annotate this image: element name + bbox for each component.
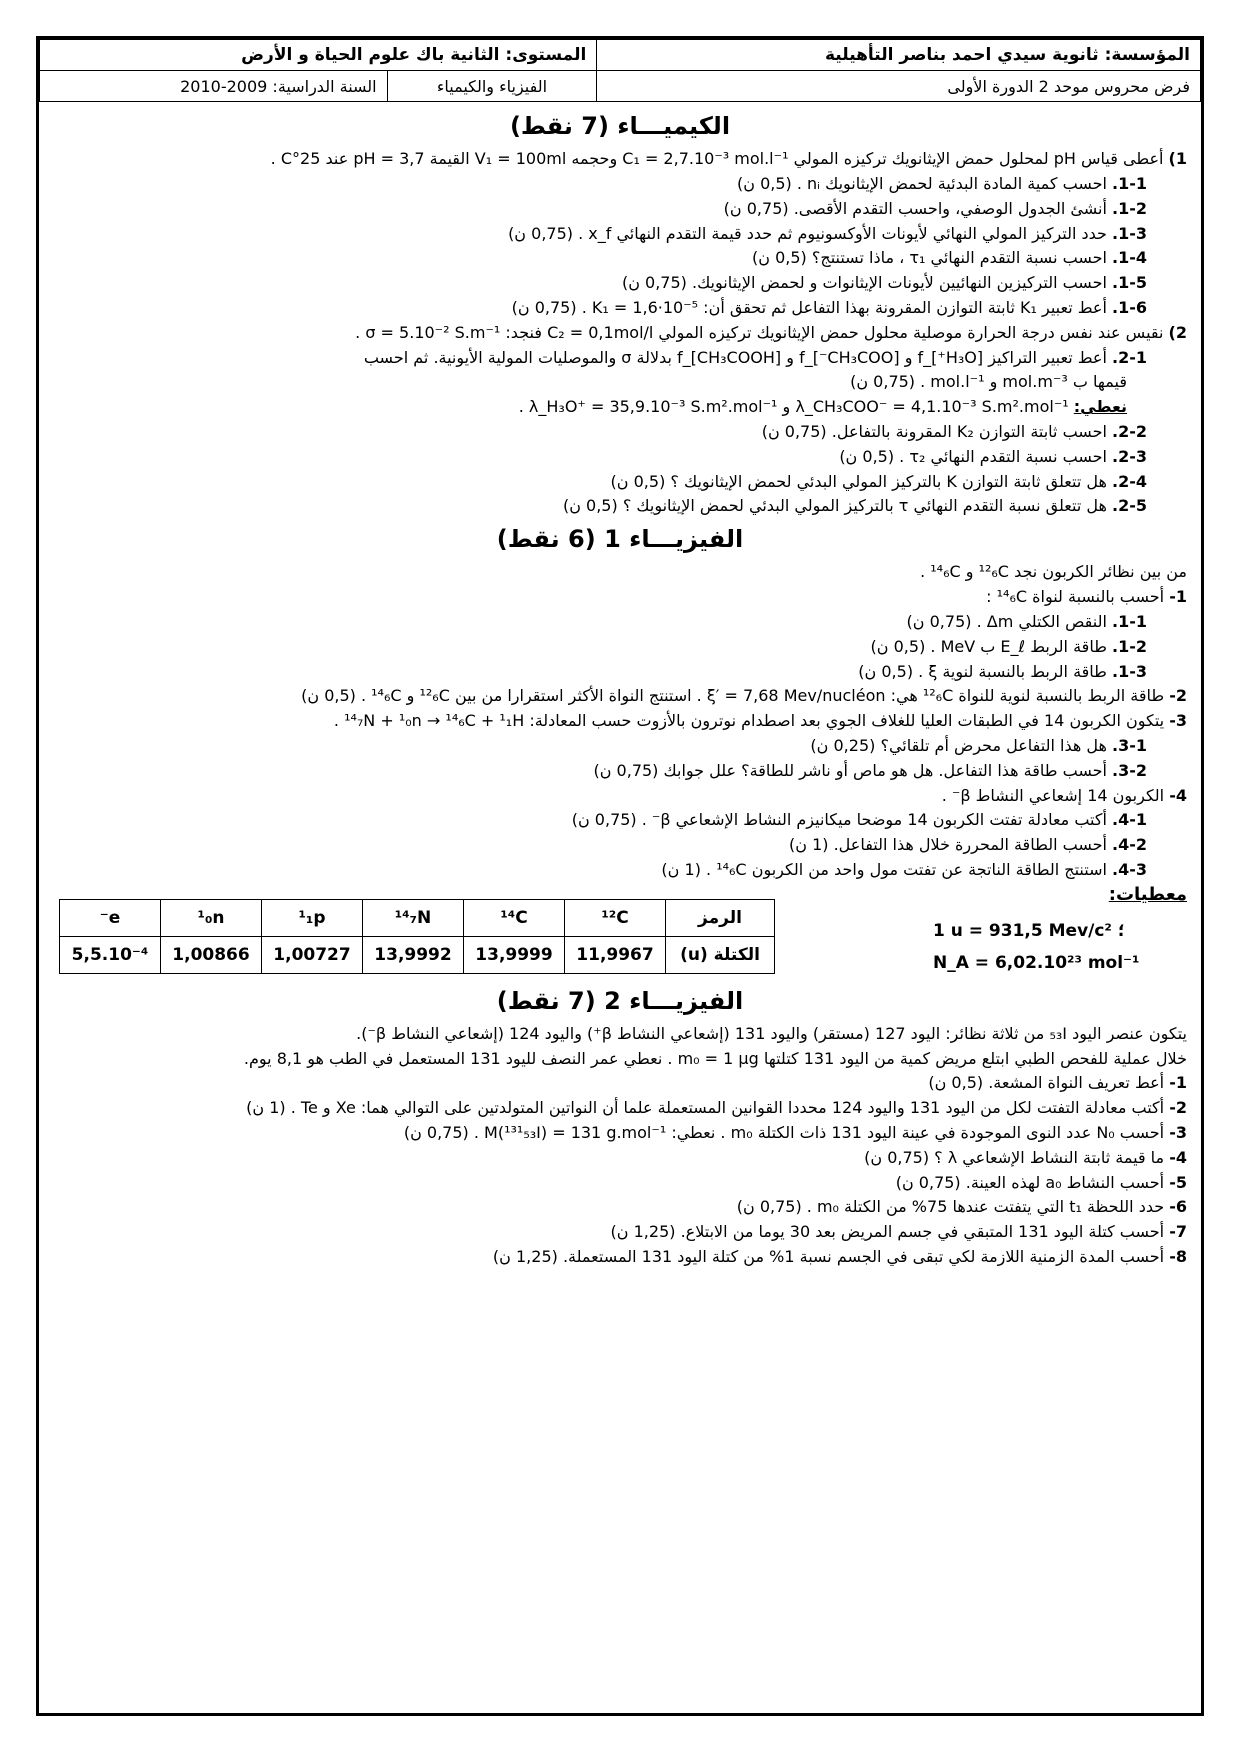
level-cell: المستوى: الثانية باك علوم الحياة و الأرض	[40, 40, 597, 71]
phys2-item-num: 7-	[1169, 1222, 1187, 1242]
chem-item-num: 1-4.	[1112, 248, 1147, 268]
table-row	[60, 936, 775, 973]
physics2-intro1: يتكون عنصر اليود ₅₃I من ثلاثة نظائر: اليود 127 (مستقر) واليود 131 (إشعاعي النشاط β⁺) واليود 124 (إشعاعي النشاط β⁻).	[356, 1023, 1187, 1043]
chem-item-num: 2-1.	[1112, 347, 1147, 367]
phys-item-text: النقص الكتلي Δm . (0,75 ن)	[906, 611, 1107, 631]
phys2-item-text: أحسب N₀ عدد النوى الموجودة في عينة اليود 131 ذات الكتلة m₀ . نعطي: M(¹³¹₅₃I) = 131 g.mol⁻¹ . (0,75 ن)	[403, 1123, 1165, 1143]
exam-header	[39, 39, 1201, 102]
chem-item-num: 1-5.	[1112, 273, 1147, 293]
chem-item-text: هل تتعلق نسبة التقدم النهائي τ بالتركيز المولي البدئي لحمض الإيثانويك ؟ (0,5 ن)	[562, 496, 1107, 516]
phys-item-text: طاقة الربط بالنسبة لنوية ξ . (0,5 ن)	[858, 661, 1107, 681]
table-cell: ¹₀n	[161, 899, 262, 936]
phys1-q4-num: 4-	[1169, 785, 1187, 805]
phys2-item-text: ما قيمة ثابتة النشاط الإشعاعي λ ؟ (0,75 ن)	[864, 1147, 1165, 1167]
table-cell: 11,9967	[565, 936, 666, 973]
institution-cell: المؤسسة: ثانوية سيدي احمد بناصر التأهيلية	[597, 40, 1201, 71]
chem-item-text: احسب نسبة التقدم النهائي τ₁ ، ماذا تستنتج؟ (0,5 ن)	[752, 248, 1107, 268]
phys-item-text: طاقة الربط E_ℓ ب MeV . (0,5 ن)	[870, 636, 1107, 656]
exam-content	[39, 102, 1201, 1270]
chem-item-text: احسب كمية المادة البدئية لحمض الإيثانويك nᵢ . (0,5 ن)	[736, 173, 1107, 193]
table-cell: 1,00866	[161, 936, 262, 973]
chem-item-num: 2-5.	[1112, 496, 1147, 516]
exam-page	[36, 36, 1204, 1716]
chem-item-text: أعط تعبير K₁ ثابتة التوازن المقرونة بهذا التفاعل ثم تحقق أن: K₁ = 1,6·10⁻⁵ . (0,75 ن)	[511, 297, 1107, 317]
phys-item-num: 4-1.	[1112, 810, 1147, 830]
chem-item-num: 1-2.	[1112, 198, 1147, 218]
phys2-item-num: 4-	[1169, 1147, 1187, 1167]
chem-item-text: احسب نسبة التقدم النهائي τ₂ . (0,5 ن)	[839, 446, 1107, 466]
phys1-q1-text: أحسب بالنسبة لنواة ¹⁴₆C :	[986, 587, 1165, 607]
phys-item-text: أحسب طاقة هذا التفاعل. هل هو ماص أو ناشر للطاقة؟ علل جوابك (0,75 ن)	[593, 760, 1107, 780]
phys2-item-num: 8-	[1169, 1247, 1187, 1267]
phys2-item-num: 6-	[1169, 1197, 1187, 1217]
table-cell: 1,00727	[262, 936, 363, 973]
phys2-item-num: 5-	[1169, 1172, 1187, 1192]
chem-q2-num: 2)	[1168, 322, 1187, 342]
phys1-q2-text: طاقة الربط بالنسبة لنوية للنواة ¹²₆C هي: ξ′ = 7,68 Mev/nucléon . استنتج النواة الأكثر استقرارا من بين ¹²₆C و ¹⁴₆C . (0,5 ن)	[301, 686, 1165, 706]
phys-item-text: استنتج الطاقة الناتجة عن تفتت مول واحد من الكربون ¹⁴₆C . (1 ن)	[661, 859, 1107, 879]
table-cell: ¹₁p	[262, 899, 363, 936]
phys-item-num: 1-3.	[1112, 661, 1147, 681]
phys1-q4-text: الكربون 14 إشعاعي النشاط β⁻ .	[941, 785, 1165, 805]
chem-q1-text: أعطى قياس pH لمحلول حمض الإيثانويك تركيزه المولي C₁ = 2,7.10⁻³ mol.l⁻¹ وحجمه V₁ = 100ml القيمة pH = 3,7 عند 25°C .	[270, 149, 1164, 169]
table-header-row	[60, 899, 775, 936]
phys-item-num: 4-3.	[1112, 859, 1147, 879]
chem-item-num: 1-6.	[1112, 297, 1147, 317]
phys-item-num: 3-1.	[1112, 735, 1147, 755]
constants-block	[933, 915, 1173, 980]
chem-q1-num: 1)	[1168, 149, 1187, 169]
phys2-item-text: أعط تعريف النواة المشعة. (0,5 ن)	[928, 1073, 1165, 1093]
chem-item-text: احسب التركيزين النهائيين لأيونات الإيثانوات و لحمض الإيثانويك. (0,75 ن)	[621, 273, 1107, 293]
table-cell: e⁻	[60, 899, 161, 936]
table-cell: 13,9992	[363, 936, 464, 973]
constant-na: N_A = 6,02.10²³ mol⁻¹	[933, 952, 1140, 973]
given-values: λ_CH₃COO⁻ = 4,1.10⁻³ S.m².mol⁻¹ و λ_H₃O⁺ = 35,9.10⁻³ S.m².mol⁻¹ .	[518, 397, 1069, 417]
phys2-item-text: أكتب معادلة التفتت لكل من اليود 131 واليود 124 محددا القوانين المستعملة علما أن النواتين المتولدتين على التوالي هما: Xe و Te . (1 ن)	[246, 1098, 1165, 1118]
table-cell: ¹⁴C	[464, 899, 565, 936]
physics1-intro: من بين نظائر الكربون نجد ¹²₆C و ¹⁴₆C .	[920, 562, 1187, 582]
chem-item-text: أنشئ الجدول الوصفي، واحسب التقدم الأقصى. (0,75 ن)	[723, 198, 1107, 218]
phys1-q3-num: 3-	[1169, 711, 1187, 731]
phys2-item-num: 2-	[1169, 1098, 1187, 1118]
chem-item-num: 1-3.	[1112, 223, 1147, 243]
phys-item-text: هل هذا التفاعل محرض أم تلقائي؟ (0,25 ن)	[810, 735, 1107, 755]
phys2-item-num: 3-	[1169, 1123, 1187, 1143]
phys-item-num: 1-2.	[1112, 636, 1147, 656]
exam-cell: فرض محروس موحد 2 الدورة الأولى	[597, 71, 1201, 102]
constant-u: 1 u = 931,5 Mev/c² ؛	[933, 920, 1125, 941]
phys1-q1-num: 1-	[1169, 587, 1187, 607]
phys-item-num: 1-1.	[1112, 611, 1147, 631]
chem-item-text: حدد التركيز المولي النهائي لأيونات الأوكسونيوم ثم حدد قيمة التقدم النهائي x_f . (0,75 ن)	[508, 223, 1107, 243]
table-cell: الرمز	[666, 899, 775, 936]
physics2-title: الفيزيـــاء 2 (7 نقط)	[496, 986, 744, 1015]
table-cell: الكتلة (u)	[666, 936, 775, 973]
phys-item-num: 4-2.	[1112, 835, 1147, 855]
chem-item-num: 2-2.	[1112, 421, 1147, 441]
given-title: معطيات:	[1108, 883, 1187, 905]
phys2-item-text: أحسب كتلة اليود 131 المتبقي في جسم المريض بعد 30 يوما من الابتلاع. (1,25 ن)	[610, 1222, 1165, 1242]
phys1-q3-text: يتكون الكربون 14 في الطبقات العليا للغلاف الجوي بعد اصطدام نوترون بالأزوت حسب المعادلة: ¹⁴₇N + ¹₀n → ¹⁴₆C + ¹₁H .	[333, 711, 1165, 731]
chem-item-text: احسب ثابتة التوازن K₂ المقرونة بالتفاعل. (0,75 ن)	[761, 421, 1107, 441]
year-cell: السنة الدراسية: 2009-2010	[40, 71, 388, 102]
phys-item-num: 3-2.	[1112, 760, 1147, 780]
phys2-item-text: أحسب المدة الزمنية اللازمة لكي تبقى في الجسم نسبة 1% من كتلة اليود 131 المستعملة. (1,25 ن)	[492, 1247, 1165, 1267]
mass-table	[59, 899, 775, 974]
chem-q2-text: نقيس عند نفس درجة الحرارة موصلية محلول حمض الإيثانويك تركيزه المولي C₂ = 0,1mol/l فنجد: σ = 5.10⁻² S.m⁻¹ .	[355, 322, 1164, 342]
chem-item-num: 2-3.	[1112, 446, 1147, 466]
chem-item-num: 1-1.	[1112, 173, 1147, 193]
chem-item-text: هل تتعلق ثابتة التوازن K بالتركيز المولي البدئي لحمض الإيثانويك ؟ (0,5 ن)	[610, 471, 1107, 491]
table-cell: ¹²C	[565, 899, 666, 936]
phys1-q2-num: 2-	[1169, 686, 1187, 706]
chemistry-title: الكيميـــاء (7 نقط)	[509, 112, 731, 140]
phys-item-text: أحسب الطاقة المحررة خلال هذا التفاعل. (1 ن)	[788, 835, 1107, 855]
chem-q2-item1a: أعط تعبير التراكيز [H₃O⁺]_f و [CH₃COO⁻]_f و [CH₃COOH]_f بدلالة σ والموصليات المولية الأيونية. ثم احسب	[363, 347, 1107, 367]
table-cell: ¹⁴₇N	[363, 899, 464, 936]
table-cell: 13,9999	[464, 936, 565, 973]
phys2-item-text: أحسب النشاط a₀ لهذه العينة. (0,75 ن)	[895, 1172, 1165, 1192]
given-label: نعطي:	[1073, 397, 1127, 417]
phys-item-text: أكتب معادلة تفتت الكربون 14 موضحا ميكانيزم النشاط الإشعاعي β⁻ . (0,75 ن)	[571, 810, 1107, 830]
phys2-item-num: 1-	[1169, 1073, 1187, 1093]
table-cell: 5,5.10⁻⁴	[60, 936, 161, 973]
physics1-title: الفيزيـــاء 1 (6 نقط)	[496, 525, 744, 554]
given-data-block	[53, 885, 1187, 981]
chem-item-num: 2-4.	[1112, 471, 1147, 491]
chem-q2-item1b: قيمها ب mol.m⁻³ و mol.l⁻¹ . (0,75 ن)	[850, 372, 1127, 392]
subject-cell: الفيزياء والكيمياء	[387, 71, 597, 102]
phys2-item-text: حدد اللحظة t₁ التي يتفتت عندها 75% من الكتلة m₀ . (0,75 ن)	[736, 1197, 1165, 1217]
physics2-intro2: خلال عملية للفحص الطبي ابتلع مريض كمية من اليود 131 كتلتها m₀ = 1 μg . نعطي عمر النصف لليود 131 المستعمل في الطب هو 8,1 يوم.	[243, 1048, 1187, 1068]
